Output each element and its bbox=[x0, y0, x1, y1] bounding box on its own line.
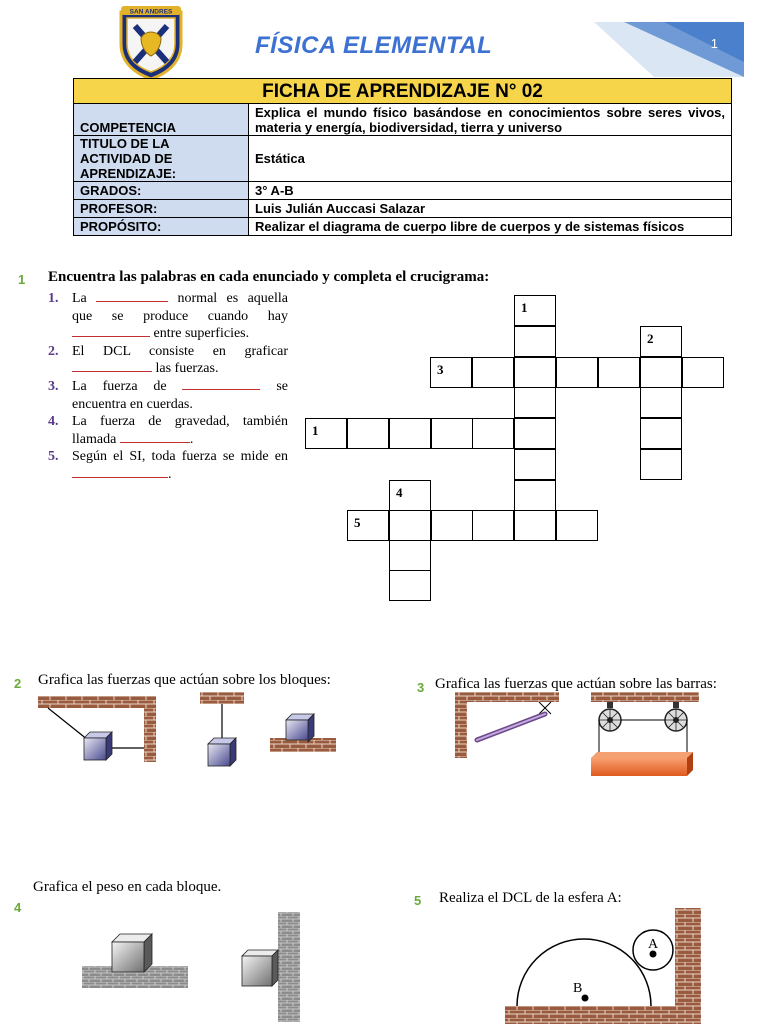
crossword-cell[interactable] bbox=[598, 357, 640, 388]
teacher-label: PROFESOR: bbox=[74, 200, 249, 218]
crossword-cell[interactable] bbox=[472, 357, 514, 388]
cube-block bbox=[208, 738, 236, 766]
exercise-5-figure bbox=[505, 906, 705, 1024]
crossword-cell[interactable] bbox=[640, 418, 682, 449]
question-text: La fuerza de gravedad, también llamada bbox=[72, 414, 288, 447]
exercise-5-title: Realiza el DCL de la esfera A: bbox=[439, 890, 622, 906]
cube-block bbox=[112, 934, 152, 972]
crossword-cell[interactable] bbox=[640, 326, 682, 357]
answer-blank[interactable] bbox=[72, 325, 150, 337]
question-item bbox=[48, 343, 288, 378]
crossword-cell[interactable] bbox=[305, 418, 347, 449]
orange-bar bbox=[591, 752, 693, 776]
grades-value: 3° A-B bbox=[249, 182, 732, 200]
crossword-label: 5 bbox=[354, 515, 361, 530]
exercise-2-title: Grafica las fuerzas que actúan sobre los bloques: bbox=[38, 672, 331, 688]
crossword-label: 2 bbox=[647, 331, 654, 346]
pulley bbox=[665, 702, 687, 731]
crossword-cell[interactable] bbox=[347, 418, 389, 449]
exercise-1-title: Encuentra las palabras en cada enunciado y completa el crucigrama: bbox=[48, 269, 490, 285]
cube-block bbox=[286, 714, 314, 742]
exercise-3-figure bbox=[455, 692, 725, 782]
crossword-label: 4 bbox=[396, 485, 403, 500]
crossword-cell[interactable] bbox=[347, 510, 389, 541]
crossword-cell[interactable] bbox=[514, 387, 556, 418]
crossword-cell[interactable] bbox=[472, 418, 514, 449]
question-text: Según el SI, toda fuerza se mide en bbox=[72, 449, 288, 465]
question-text: se encuentra en cuerdas. bbox=[72, 378, 288, 412]
answer-blank[interactable] bbox=[96, 290, 168, 302]
crossword-cell[interactable] bbox=[389, 510, 431, 541]
question-item bbox=[48, 378, 288, 413]
teacher-value: Luis Julián Auccasi Salazar bbox=[249, 200, 732, 218]
question-text: . bbox=[189, 431, 194, 447]
answer-blank[interactable] bbox=[72, 360, 152, 372]
sheet-heading: FICHA DE APRENDIZAJE N° 02 bbox=[74, 79, 732, 104]
exercise-1-number: 1 bbox=[18, 272, 26, 287]
answer-blank[interactable] bbox=[120, 431, 190, 443]
question-text: normal es aquella que se produce cuando hay bbox=[72, 291, 288, 324]
crossword-cell[interactable] bbox=[556, 510, 598, 541]
activity-title-label: TITULO DE LA ACTIVIDAD DE APRENDIZAJE: bbox=[74, 136, 249, 182]
sphere-a-label: A bbox=[648, 937, 659, 952]
logo-banner-text: SAN ANDRES bbox=[129, 8, 173, 16]
competencia-label: COMPETENCIA bbox=[74, 104, 249, 136]
crossword-cell[interactable] bbox=[389, 570, 431, 601]
question-item bbox=[48, 413, 288, 448]
crossword-cell[interactable] bbox=[430, 357, 472, 388]
crossword-label: 1 bbox=[312, 423, 319, 438]
competencia-value: Explica el mundo físico basándose en conocimientos sobre seres vivos, materia y energía, biodiversidad, tierra y universo bbox=[249, 104, 732, 136]
crossword-cell[interactable] bbox=[431, 510, 473, 541]
exercise-2-number: 2 bbox=[14, 676, 22, 691]
page-number: 1 bbox=[710, 36, 718, 51]
purpose-label: PROPÓSITO: bbox=[74, 218, 249, 236]
question-number: 5. bbox=[48, 449, 59, 465]
crossword-cell[interactable] bbox=[640, 387, 682, 418]
crossword-cell[interactable] bbox=[682, 357, 724, 388]
crossword-cell[interactable] bbox=[514, 295, 556, 326]
question-item bbox=[48, 290, 288, 343]
question-number: 1. bbox=[48, 291, 59, 306]
question-number: 4. bbox=[48, 414, 59, 430]
question-text: . bbox=[168, 466, 172, 482]
sphere-b-label: B bbox=[573, 981, 583, 996]
crossword-cell[interactable] bbox=[514, 449, 556, 480]
exercise-2-figure bbox=[38, 692, 338, 772]
question-number: 2. bbox=[48, 343, 59, 359]
cube-block bbox=[84, 732, 112, 760]
answer-blank[interactable] bbox=[72, 466, 168, 478]
question-text: La fuerza de bbox=[72, 378, 167, 394]
purpose-value: Realizar el diagrama de cuerpo libre de cuerpos y de sistemas físicos bbox=[249, 218, 732, 236]
question-item bbox=[48, 448, 288, 483]
crossword-cell[interactable] bbox=[556, 357, 598, 388]
crossword-cell[interactable] bbox=[431, 418, 473, 449]
pulley bbox=[599, 702, 621, 731]
question-text: entre superficies. bbox=[153, 326, 250, 342]
crossword-cell[interactable] bbox=[389, 418, 431, 449]
question-text: las fuerzas. bbox=[155, 361, 219, 377]
school-logo-shield bbox=[117, 4, 185, 80]
corner-decoration bbox=[594, 22, 744, 77]
page-title: FÍSICA ELEMENTAL bbox=[255, 32, 493, 59]
cube-block bbox=[242, 950, 278, 986]
crossword-cell[interactable] bbox=[514, 418, 556, 449]
answer-blank[interactable] bbox=[182, 378, 260, 390]
grades-label: GRADOS: bbox=[74, 182, 249, 200]
crossword-cell[interactable] bbox=[640, 357, 682, 388]
question-text: El DCL consiste en graficar bbox=[72, 343, 288, 359]
crossword-cell[interactable] bbox=[514, 357, 556, 388]
exercise-4-figure bbox=[80, 910, 310, 1024]
crossword-cell[interactable] bbox=[514, 480, 556, 511]
crossword-cell[interactable] bbox=[389, 540, 431, 571]
question-text: La bbox=[72, 291, 87, 306]
question-number: 3. bbox=[48, 378, 59, 394]
activity-title-value: Estática bbox=[249, 136, 732, 182]
crossword-cell[interactable] bbox=[514, 326, 556, 357]
crossword-cell[interactable] bbox=[514, 510, 556, 541]
exercise-4-title: Grafica el peso en cada bloque. bbox=[33, 879, 222, 895]
crossword-label: 3 bbox=[437, 362, 444, 377]
crossword-cell[interactable] bbox=[389, 480, 431, 511]
exercise-3-title: Grafica las fuerzas que actúan sobre las barras: bbox=[435, 676, 717, 692]
exercise-1-questions bbox=[48, 290, 288, 484]
exercise-3-number: 3 bbox=[417, 680, 425, 695]
crossword-cell[interactable] bbox=[640, 449, 682, 480]
learning-sheet-table bbox=[73, 78, 732, 236]
exercise-5-number: 5 bbox=[414, 893, 422, 908]
crossword-cell[interactable] bbox=[472, 510, 514, 541]
exercise-4-number: 4 bbox=[14, 900, 22, 915]
crossword-label: 1 bbox=[521, 300, 528, 315]
